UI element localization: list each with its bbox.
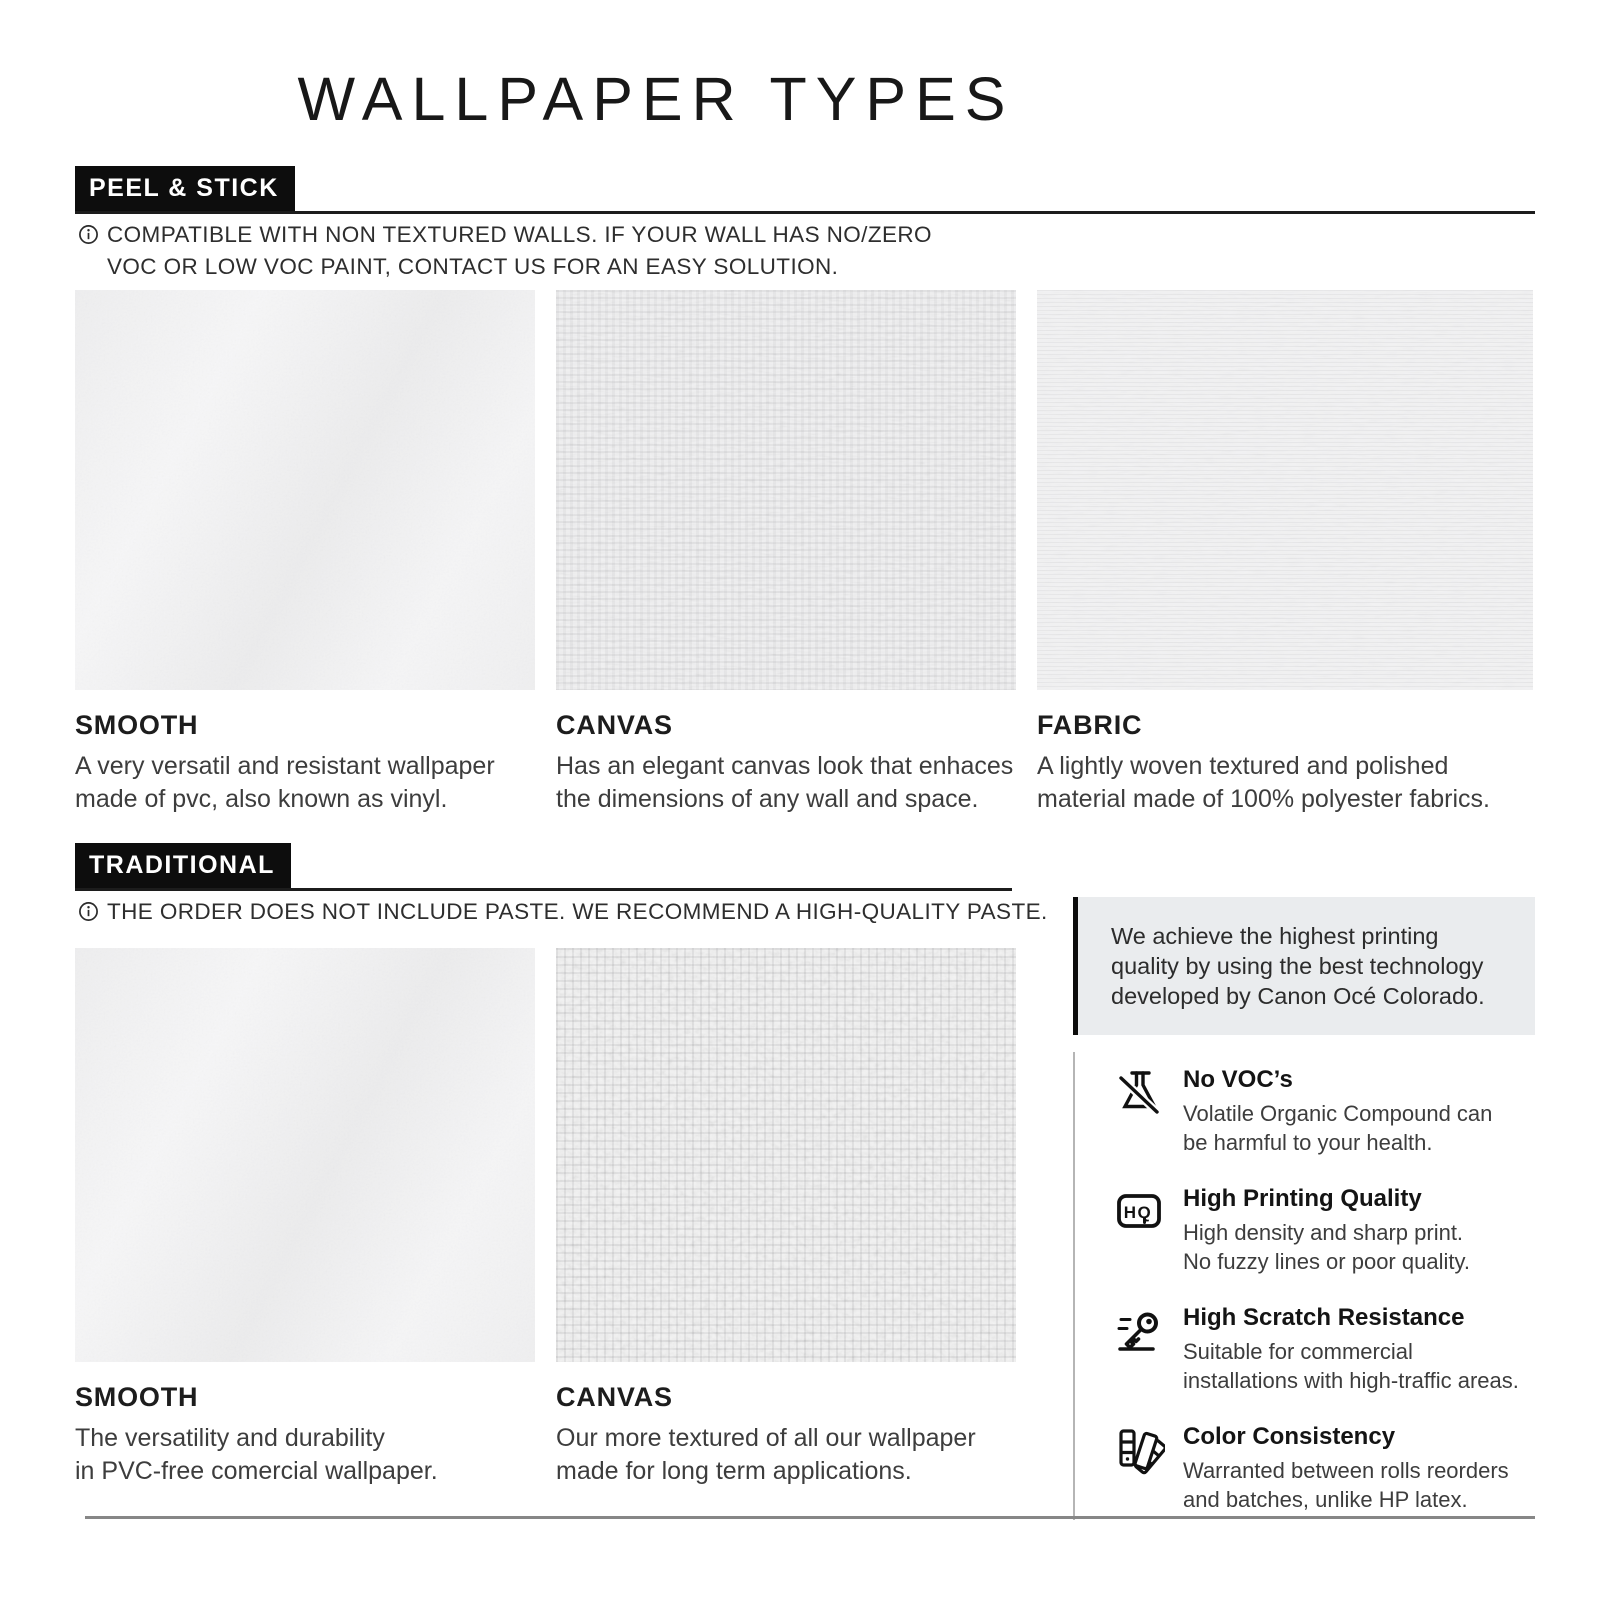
section-header-traditional (75, 843, 1012, 891)
feature-description (1183, 1456, 1509, 1514)
swatch-description (1037, 750, 1533, 817)
feature-description (1183, 1099, 1492, 1157)
traditional-note (78, 896, 1048, 928)
smooth-texture-image (75, 948, 535, 1362)
feature-high-scratch-resistance (1113, 1304, 1535, 1395)
swatch-description (75, 1422, 535, 1489)
feature-title: High Printing Quality (1183, 1185, 1422, 1213)
desc-line-1: Volatile Organic Compound can (1183, 1101, 1493, 1127)
peel-stick-note-line-1 (78, 219, 932, 251)
callout-line-1: We achieve the highest printing (1111, 923, 1439, 949)
scratch-resistance-icon (1113, 1304, 1165, 1356)
smooth-noise-overlay (75, 948, 535, 1362)
section-header-peel-stick (75, 166, 1535, 214)
desc-line-1: A lightly woven textured and polished (1037, 752, 1449, 780)
svg-text:HQ: HQ (1123, 1203, 1153, 1223)
feature-text (1183, 1185, 1470, 1276)
feature-color-consistency (1113, 1423, 1535, 1514)
no-voc-icon (1113, 1066, 1165, 1118)
feature-title: Color Consistency (1183, 1422, 1396, 1450)
swatch-description (556, 1422, 1016, 1489)
desc-line-2: and batches, unlike HP latex. (1183, 1486, 1468, 1512)
peel-stick-note-line-2: VOC OR LOW VOC PAINT, CONTACT US FOR AN EASY SOLUTION. (107, 253, 839, 279)
section-label-peel-stick: PEEL & STICK (75, 166, 295, 211)
desc-line-1: Suitable for commercial (1183, 1338, 1413, 1364)
burlap-noise-overlay (556, 948, 1016, 1362)
desc-line-1: High density and sharp print. (1183, 1219, 1464, 1245)
swatch-peel-smooth (75, 290, 535, 817)
desc-line-2: in PVC-free comercial wallpaper. (75, 1457, 438, 1486)
quality-panel (1073, 897, 1535, 1520)
callout-line-2: quality by using the best technology (1111, 953, 1484, 980)
feature-text (1183, 1304, 1519, 1395)
feature-list (1073, 1052, 1535, 1519)
swatch-title: SMOOTH (75, 1382, 199, 1412)
peel-stick-note (78, 219, 932, 283)
desc-line-2: the dimensions of any wall and space. (556, 785, 979, 814)
desc-line-2: installations with high-traffic areas. (1183, 1367, 1519, 1393)
smooth-texture-image (75, 290, 535, 690)
swatch-traditional-smooth (75, 948, 535, 1489)
canvas-noise-overlay (556, 290, 1016, 690)
desc-line-1: Has an elegant canvas look that enhaces (556, 752, 1014, 780)
bottom-divider (85, 1516, 1535, 1519)
printing-quality-callout (1073, 897, 1535, 1035)
traditional-note-line-1 (78, 896, 1048, 928)
canvas-texture-image (556, 290, 1016, 690)
feature-text (1183, 1423, 1509, 1514)
desc-line-1: A very versatil and resistant wallpaper (75, 752, 495, 780)
burlap-texture-image (556, 948, 1016, 1362)
swatch-title: CANVAS (556, 1382, 673, 1412)
traditional-swatch-row (75, 948, 1016, 1489)
fabric-texture-image (1037, 290, 1533, 690)
desc-line-1: Warranted between rolls reorders (1183, 1457, 1509, 1483)
callout-line-3: developed by Canon Océ Colorado. (1111, 983, 1485, 1010)
desc-line-2: made of pvc, also known as vinyl. (75, 785, 448, 814)
fabric-noise-overlay (1037, 290, 1533, 690)
section-label-traditional: TRADITIONAL (75, 843, 291, 888)
note-text: COMPATIBLE WITH NON TEXTURED WALLS. IF YOUR WALL HAS NO/ZERO (107, 222, 932, 247)
swatch-title: CANVAS (556, 710, 673, 740)
page-title: WALLPAPER TYPES (297, 65, 1015, 133)
swatch-title: FABRIC (1037, 710, 1143, 740)
info-icon (78, 224, 99, 245)
color-consistency-icon (1113, 1423, 1165, 1475)
desc-line-2: made for long term applications. (556, 1457, 912, 1486)
swatch-peel-canvas (556, 290, 1016, 817)
feature-high-printing-quality (1113, 1185, 1535, 1276)
swatch-title: SMOOTH (75, 710, 199, 740)
swatch-peel-fabric (1037, 290, 1533, 817)
peel-stick-swatch-row (75, 290, 1533, 817)
info-icon (78, 901, 99, 922)
feature-text (1183, 1066, 1492, 1157)
swatch-traditional-canvas (556, 948, 1016, 1489)
desc-line-1: The versatility and durability (75, 1424, 385, 1452)
feature-description (1183, 1337, 1519, 1395)
smooth-noise-overlay (75, 290, 535, 690)
note-text: THE ORDER DOES NOT INCLUDE PASTE. WE RECOMMEND A HIGH-QUALITY PASTE. (107, 899, 1048, 924)
desc-line-2: No fuzzy lines or poor quality. (1183, 1248, 1470, 1274)
feature-title: High Scratch Resistance (1183, 1303, 1465, 1331)
feature-no-voc (1113, 1066, 1535, 1157)
desc-line-2: be harmful to your health. (1183, 1130, 1433, 1156)
feature-title: No VOC’s (1183, 1066, 1293, 1094)
desc-line-1: Our more textured of all our wallpaper (556, 1424, 976, 1452)
hq-icon (1113, 1185, 1165, 1237)
desc-line-2: material made of 100% polyester fabrics. (1037, 785, 1490, 814)
swatch-description (556, 750, 1016, 817)
swatch-description (75, 750, 535, 817)
feature-description (1183, 1218, 1470, 1276)
